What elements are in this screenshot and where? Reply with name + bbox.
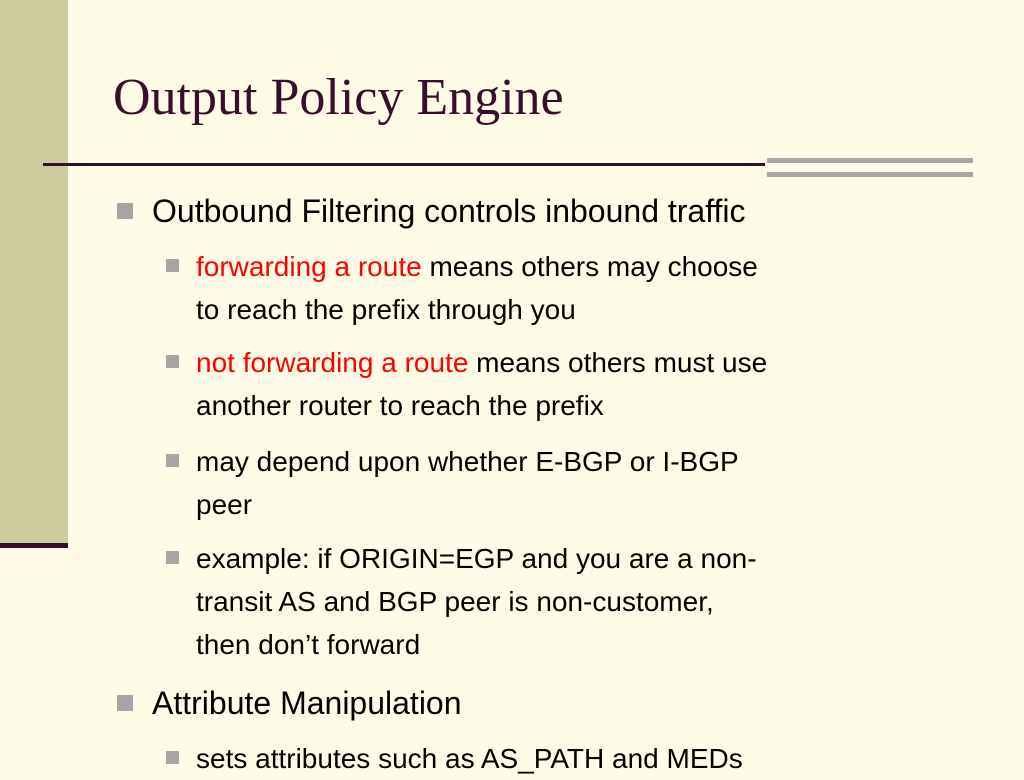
square-bullet-icon [166,355,179,368]
bullet-text: means others must use [468,347,768,378]
bullet-line-2: transit AS and BGP peer is non-customer, [196,586,714,617]
square-bullet-icon [166,751,179,764]
sub-bullet-depends-peer [196,440,739,526]
bullet-line-1: example: if ORIGIN=EGP and you are a non- [196,543,757,574]
square-bullet-icon [166,454,179,467]
bullet-attribute-manipulation [152,684,462,722]
square-bullet-icon [166,259,179,272]
bullet-text: sets attributes such as AS_PATH and MEDs [196,743,743,774]
bullet-line-1 [196,341,767,384]
square-bullet-icon [117,203,133,219]
bullet-line-1: may depend upon whether E-BGP or I-BGP [196,446,739,477]
highlight-text: forwarding a route [196,251,422,282]
sub-bullet-example [196,537,757,666]
bullet-line-2: another router to reach the prefix [196,390,604,421]
bullet-text: Attribute Manipulation [152,685,462,721]
bullet-line-2: peer [196,489,253,520]
square-bullet-icon [117,695,133,711]
bullet-line-2: to reach the prefix through you [196,294,576,325]
bullet-outbound-filtering [152,192,746,230]
square-bullet-icon [166,551,179,564]
sub-bullet-sets-attributes [196,737,743,780]
sub-bullet-forwarding [196,245,758,331]
bullet-text: means others may choose [421,251,758,282]
bullet-line-1 [196,245,758,288]
highlight-text: not forwarding a route [196,347,469,378]
bullet-line-3: then don’t forward [196,629,421,660]
sub-bullet-not-forwarding [196,341,767,427]
slide-title: Output Policy Engine [113,69,564,126]
bullet-text: Outbound Filtering controls inbound traffic [152,193,746,229]
